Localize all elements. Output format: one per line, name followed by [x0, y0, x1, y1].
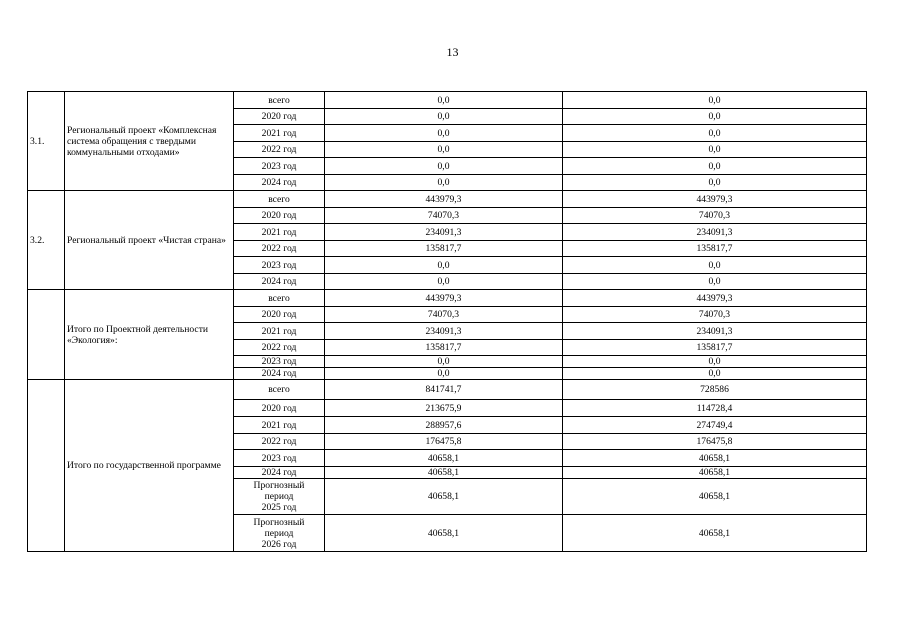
value-cell: 0,0 [325, 142, 563, 158]
value-cell: 0,0 [563, 158, 867, 175]
value-cell: 176475,8 [325, 434, 563, 450]
value-cell: 443979,3 [563, 290, 867, 307]
value-cell: 274749,4 [563, 417, 867, 434]
year-cell: 2021 год [234, 417, 325, 434]
value-cell: 0,0 [325, 368, 563, 380]
value-cell: 0,0 [325, 274, 563, 290]
value-cell: 0,0 [325, 158, 563, 175]
value-cell: 0,0 [325, 125, 563, 142]
year-cell: 2023 год [234, 257, 325, 274]
value-cell: 0,0 [563, 175, 867, 191]
value-cell: 135817,7 [563, 241, 867, 257]
row-number [28, 290, 65, 380]
value-cell: 234091,3 [325, 224, 563, 241]
year-cell: 2021 год [234, 323, 325, 340]
project-name: Региональный проект «Чистая страна» [65, 191, 234, 290]
value-cell: 288957,6 [325, 417, 563, 434]
row-number: 3.1. [28, 92, 65, 191]
year-cell: всего [234, 380, 325, 400]
value-cell: 74070,3 [325, 208, 563, 224]
value-cell: 135817,7 [325, 340, 563, 356]
value-cell: 0,0 [563, 274, 867, 290]
year-cell: 2020 год [234, 307, 325, 323]
value-cell: 74070,3 [325, 307, 563, 323]
year-cell: 2023 год [234, 158, 325, 175]
year-cell: всего [234, 191, 325, 208]
value-cell: 0,0 [563, 356, 867, 368]
value-cell: 0,0 [563, 109, 867, 125]
value-cell: 443979,3 [325, 191, 563, 208]
value-cell: 40658,1 [563, 479, 867, 515]
forecast-period-cell [234, 479, 325, 515]
value-cell: 841741,7 [325, 380, 563, 400]
year-cell: 2022 год [234, 241, 325, 257]
table-row [28, 191, 867, 208]
value-cell: 0,0 [325, 92, 563, 109]
forecast-label: период [264, 491, 294, 502]
value-cell: 0,0 [325, 356, 563, 368]
budget-table [27, 91, 867, 552]
table-row [28, 380, 867, 400]
value-cell: 0,0 [563, 142, 867, 158]
value-cell: 0,0 [563, 257, 867, 274]
forecast-label: Прогнозный [253, 516, 305, 528]
year-cell: всего [234, 92, 325, 109]
value-cell: 0,0 [325, 257, 563, 274]
value-cell: 234091,3 [563, 224, 867, 241]
year-cell: 2022 год [234, 340, 325, 356]
year-cell: всего [234, 290, 325, 307]
row-number: 3.2. [28, 191, 65, 290]
row-number [28, 380, 65, 552]
value-cell: 135817,7 [325, 241, 563, 257]
year-cell: 2021 год [234, 125, 325, 142]
value-cell: 74070,3 [563, 307, 867, 323]
year-cell: 2024 год [234, 274, 325, 290]
value-cell: 213675,9 [325, 400, 563, 417]
project-name: Региональный проект «Комплексная система обращения с твердыми коммунальными отходами» [65, 92, 234, 191]
forecast-year: 2025 год [261, 502, 297, 513]
year-cell: 2020 год [234, 109, 325, 125]
value-cell: 40658,1 [325, 479, 563, 515]
year-cell: 2024 год [234, 467, 325, 479]
table-row [28, 290, 867, 307]
value-cell: 234091,3 [325, 323, 563, 340]
value-cell: 728586 [563, 380, 867, 400]
value-cell: 40658,1 [325, 467, 563, 479]
value-cell: 0,0 [563, 368, 867, 380]
page-number: 13 [446, 45, 459, 59]
year-cell: 2020 год [234, 208, 325, 224]
value-cell: 234091,3 [563, 323, 867, 340]
value-cell: 0,0 [325, 109, 563, 125]
year-cell: 2023 год [234, 356, 325, 368]
value-cell: 114728,4 [563, 400, 867, 417]
year-cell: 2021 год [234, 224, 325, 241]
year-cell: 2024 год [234, 368, 325, 380]
year-cell: 2022 год [234, 434, 325, 450]
value-cell: 176475,8 [563, 434, 867, 450]
year-cell: 2023 год [234, 450, 325, 467]
forecast-label: Прогнозный [253, 480, 305, 491]
forecast-year: 2026 год [261, 538, 297, 550]
forecast-label: период [264, 527, 294, 539]
year-cell: 2024 год [234, 175, 325, 191]
value-cell: 74070,3 [563, 208, 867, 224]
value-cell: 40658,1 [563, 450, 867, 467]
value-cell: 40658,1 [563, 515, 867, 552]
forecast-period-cell [234, 515, 325, 552]
value-cell: 443979,3 [563, 191, 867, 208]
project-name: Итого по Проектной деятельности «Экология»: [65, 290, 234, 380]
value-cell: 40658,1 [325, 450, 563, 467]
value-cell: 135817,7 [563, 340, 867, 356]
value-cell: 443979,3 [325, 290, 563, 307]
value-cell: 0,0 [325, 175, 563, 191]
value-cell: 40658,1 [563, 467, 867, 479]
year-cell: 2022 год [234, 142, 325, 158]
table-row [28, 92, 867, 109]
value-cell: 0,0 [563, 92, 867, 109]
project-name: Итого по государственной программе [65, 380, 234, 552]
value-cell: 40658,1 [325, 515, 563, 552]
year-cell: 2020 год [234, 400, 325, 417]
value-cell: 0,0 [563, 125, 867, 142]
